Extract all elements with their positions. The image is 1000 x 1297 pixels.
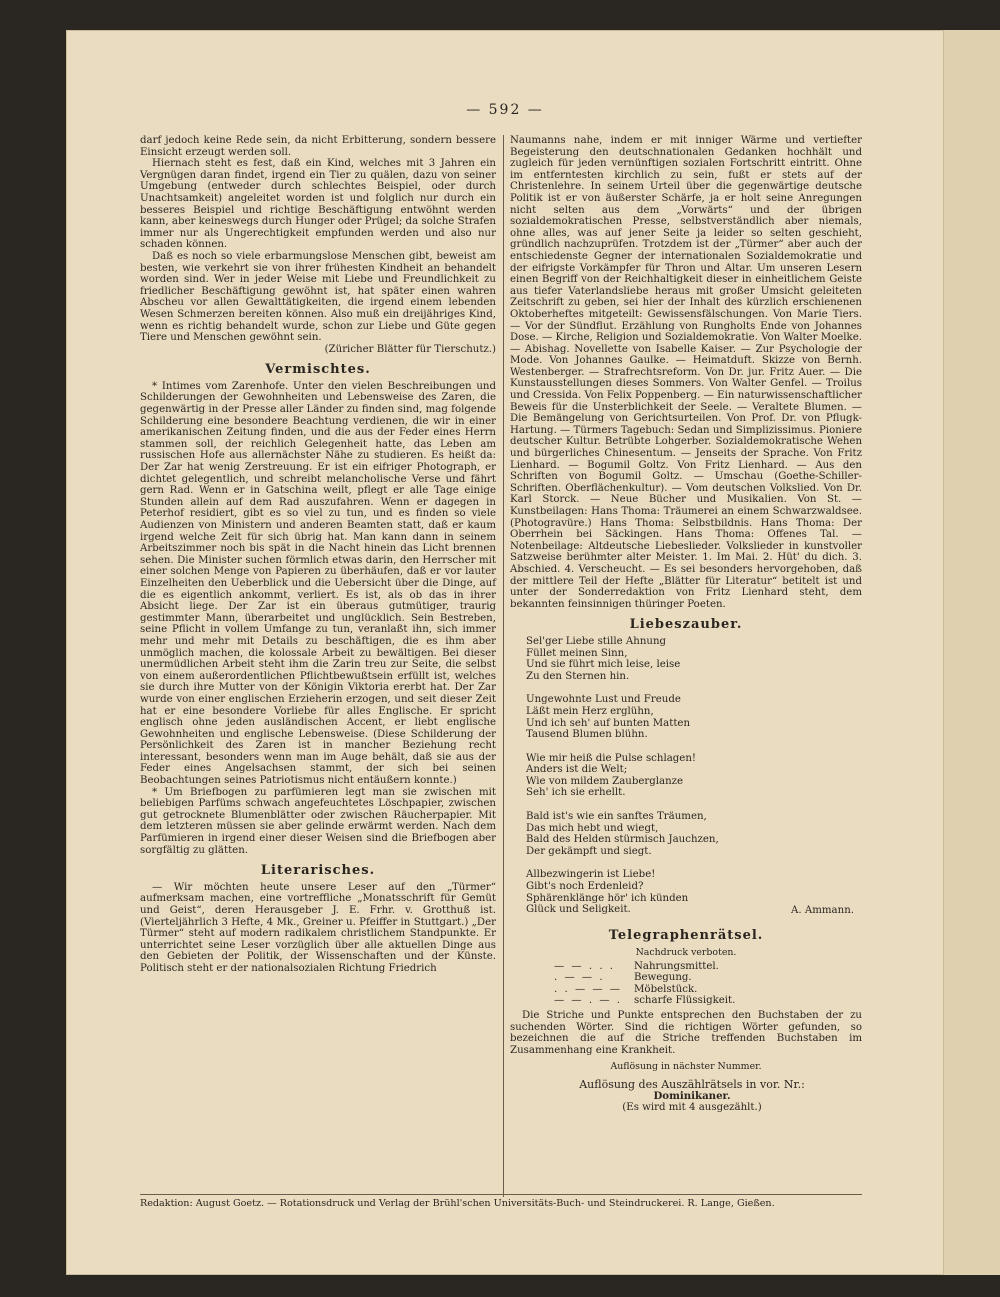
- riddle-row: [554, 972, 862, 984]
- riddle-word: Bewegung.: [634, 972, 692, 984]
- riddle-word: Möbelstück.: [634, 983, 698, 995]
- poem-line: Seh' ich sie erhellt.: [526, 787, 626, 799]
- paragraph-tuermer-continued: Naumanns nahe, indem er mit inniger Wärme und vertiefter Begeisterung den deutschnationalen Gedanken hochhält und zugleich für jeden vernünftigen sozialen Fortschritt eintritt. Ohne im entferntesten kirchlich zu sein, fußt er stets auf der Christenlehre. In seinem Urteil über die gegenwärtige deutsche Politik ist er von äußerster Schärfe, ja er holt seine Anregungen nicht selten aus dem „Vorwärts“ und der übrigen sozialdemokratischen Presse, selbstverständlich aber niemals, ohne alles, was auf jener Seite ja leider so selten geschieht, gründlich nachzuprüfen. Trotzdem ist der „Türmer“ aber auch der entschiedenste Gegner der internationalen Sozialdemokratie und der eifrigste Vorkämpfer für Thron und Altar. Um unseren Lesern einen Begriff von der Reichhaltigkeit dieser in einheitlichem Geiste aus tiefer Vaterlandsliebe heraus mit großer Umsicht geleiteten Zeitschrift zu geben, sei hier der Inhalt des kürzlich erschienenen Oktoberheftes mitgeteilt: Gewissensfälschungen. Von Marie Tiers. — Vor der Sündflut. Erzählung von Rungholts Ende von Johannes Dose. — Kirche, Religion und Sozialdemokratie. Von Walter Moelke. — Abishag. Novellette von Isabelle Kaiser. — Zur Psychologie der Mode. Von Johannes Gaulke. — Heimatduft. Skizze von Bernh. Westenberger. — Strafrechtsreform. Von Dr. jur. Fritz Auer. — Die Kunstausstellungen dieses Sommers. Von Walter Genfel. — Troilus und Cressida. Von Felix Poppenberg. — Ein naturwissenschaftlicher Beweis für die Unsterblichkeit der Seele. — Veraltete Blumen. — Die Bemängelung von Gerichtsurteilen. Von Prof. Dr. von Pflugk-Hartung. — Türmers Tagebuch: Sedan und Simplizissimus. Pioniere deutscher Kultur. Betrübte Lohgerber. Sozialdemokratische Wehen und bürgerliches Chinesentum. — Jenseits der Sprache. Von Fritz Lienhard. — Bogumil Goltz. Von Fritz Lienhard. — Aus den Schriften von Bogumil Goltz. — Umschau (Goethe-Schiller-Schriften. Oberflächenkultur). — Vom deutschen Volkslied. Von Dr. Karl Storck. — Neue Bücher und Musikalien. Von St. — Kunstbeilagen: Hans Thoma: Träumerei an einem Schwarzwaldsee. (Photogravüre.) Hans Thoma: Selbstbildnis. Hans Thoma: Der Oberrhein bei Säckingen. Hans Thoma: Offenes Tal. — Notenbeilage: Altdeutsche Liebeslieder. Volkslieder in kunstvoller Satzweise berühmter alter Meister. 1. Im Mai. 2. Hüt' du dich. 3. Abschied. 4. Verscheucht. — Es sei besonders hervorgehoben, daß der mittlere Teil der Hefte „Blätter für Literatur“ betitelt ist und unter der Sonderredaktion von Fritz Lienhard steht, dem bekannten feinsinnigen thüringer Poeten.: [510, 135, 862, 610]
- poem-line: Allbezwingerin ist Liebe!: [526, 869, 656, 881]
- source-note: (Züricher Blätter für Tierschutz.): [324, 343, 496, 355]
- poem-stanza: [526, 694, 862, 740]
- riddle-word: scharfe Flüssigkeit.: [634, 995, 736, 1007]
- poem-line: Bald ist's wie ein sanftes Träumen,: [526, 811, 707, 823]
- paragraph-zarenhof: * Intimes vom Zarenhofe. Unter den vielen Beschreibungen und Schilderungen der Gewohnheiten und Lebensweise des Zaren, die gegenwärtig in der Presse aller Länder zu finden sind, mag folgende Schilderung eine besondere Beachtung verdienen, die wir in einer amerikanischen Zeitung finden, und die aus der Feder eines Herrn stammen soll, der reichlich Gelegenheit hatte, das Leben am russischen Hofe aus allernächster Nähe zu studieren. Es heißt da: Der Zar hat wenig Zerstreuung. Er ist ein eifriger Photograph, er dichtet gelegentlich, und schreibt melancholische Verse und fährt gern Rad. Wenn er in Gatschina weilt, pflegt er alle Tage einige Stunden allein auf dem Rad auszufahren. Wenn er dagegen in Peterhof residiert, gibt es so viel zu tun, und es finden so viele Audienzen von Ministern und anderen Beamten statt, daß er kaum irgend welche Zeit für sich übrig hat. Man kann dann in seinem Arbeitszimmer noch bis spät in die Nacht hinein das Licht brennen sehen. Die Minister suchen förmlich etwas darin, den Herrscher mit einer solchen Menge von Papieren zu überhäufen, daß er vor lauter Einzelheiten den Ueberblick und die Uebersicht über die Dinge, auf die es eigentlich ankommt, verliert. Es ist, als ob das in ihrer Absicht liege. Der Zar ist ein überaus gutmütiger, traurig gestimmter Mann, überarbeitet und unglücklich. Sein Bestreben, seine Pflicht in vollem Umfange zu tun, veranlaßt ihn, sich immer mehr und mehr mit Details zu beschäftigen, die es ihm aber unmöglich machen, die kolossale Arbeit zu bewältigen. Bei dieser unermüdlichen Arbeit steht ihm die Zarin treu zur Seite, die selbst von einem außerordentlichen Pflichtbewußtsein erfüllt ist, welches sie durch ihre Mutter von der Königin Viktoria ererbt hat. Der Zar wurde von einer englischen Erzieherin erzogen, und seit dieser Zeit hat er eine besondere Vorliebe für alles Englische. Er spricht englisch ohne jeden ausländischen Accent, er liebt englische Gewohnheiten und englische Lebensweise. (Diese Schilderung der Persönlichkeit des Zaren ist in mancher Beziehung recht interessant, besonders wenn man im Auge behält, daß sie aus der Feder eines Angelsachsen stammt, der sich bei seinen Beobachtungen seines Patriotismus nicht entäußern konnte.): [140, 380, 496, 787]
- poem-line: Gibt's noch Erdenleid?: [526, 881, 644, 893]
- heading-liebeszauber: Liebeszauber.: [629, 617, 743, 633]
- poem-line: Glück und Seligkeit.: [526, 904, 631, 916]
- poem-line: Das mich hebt und wiegt,: [526, 822, 659, 834]
- heading-telegraphenraetsel: Telegraphenrätsel.: [608, 928, 764, 944]
- solution-next-issue: Auflösung in nächster Nummer.: [610, 1061, 762, 1073]
- poem-line: Der gekämpft und siegt.: [526, 845, 652, 857]
- poem-line: Sel'ger Liebe stille Ahnung: [526, 635, 667, 647]
- riddle-word: Nahrungsmittel.: [634, 960, 719, 972]
- paragraph-tuermer: — Wir möchten heute unsere Leser auf den „Türmer“ aufmerksam machen, eine vortreffliche „Monatsschrift für Gemüt und Geist“, deren Herausgeber J. E. Frhr. v. Grotthuß ist. (Vierteljährlich 3 Hefte, 4 Mk., Greiner u. Pfeiffer in Stuttgart.) „Der Türmer“ steht auf modern radikalem christlichem Standpunkte. Er unterrichtet seine Leser vorzüglich über alle aktuellen Dinge aus den Gebieten der Politik, der Wissenschaften und der Künste. Politisch steht er der nationalsozialen Richtung Friedrich: [140, 881, 496, 974]
- previous-solution-note: (Es wird mit 4 ausgezählt.): [622, 1102, 762, 1114]
- poem-line: Und sie führt mich leise, leise: [526, 659, 681, 671]
- reprint-notice: Nachdruck verboten.: [635, 947, 737, 958]
- heading-literarisches: Literarisches.: [260, 863, 376, 879]
- poem-stanza: [526, 753, 862, 799]
- poem-line: Und ich seh' auf bunten Matten: [526, 717, 691, 729]
- riddle-row: [554, 961, 862, 973]
- left-column: [140, 135, 496, 975]
- adjacent-page-edge: [944, 30, 1000, 1275]
- poem-line: Wie von mildem Zauberglanze: [526, 775, 684, 787]
- poem: [526, 636, 862, 916]
- newspaper-page: [66, 30, 944, 1275]
- poem-stanza: [526, 636, 862, 682]
- column-divider: [503, 135, 504, 1197]
- right-column: [510, 135, 862, 1114]
- poem-stanza: [526, 811, 862, 857]
- paragraph: darf jedoch keine Rede sein, da nicht Erbitterung, sondern bessere Einsicht erzeugt werden soll.: [140, 135, 496, 158]
- poem-author: A. Ammann.: [791, 904, 854, 916]
- paragraph-briefbogen: * Um Briefbogen zu parfümieren legt man sie zwischen mit beliebigen Parfüms schwach angefeuchtetes Löschpapier, zwischen gut getrocknete Blumenblätter oder zwischen Räucherpapier. Mit dem letzteren müssen sie aber gelinde erwärmt werden. Nach dem Parfümieren in irgend einer dieser Weisen sind die Briefbogen aber sorgfältig zu glätten.: [140, 786, 496, 856]
- riddle-symbols: . . — — —: [554, 983, 622, 995]
- imprint-footer: Redaktion: August Goetz. — Rotationsdruck und Verlag der Brühl'schen Universitäts-Buch- und Steindruckerei. R. Lange, Gießen.: [140, 1198, 775, 1209]
- page-number: — 592 —: [466, 102, 544, 118]
- poem-line: Sphärenklänge hör' ich künden: [526, 892, 689, 904]
- poem-line: Tausend Blumen blühn.: [526, 729, 648, 741]
- riddle-instructions: Die Striche und Punkte entsprechen den Buchstaben der zu suchenden Wörter. Sind die richtigen Wörter gefunden, so bezeichnen die auf die Striche treffenden Buchstaben im Zusammenhang eine Krankheit.: [510, 1009, 862, 1056]
- riddle-row: [554, 984, 862, 996]
- poem-line: Füllet meinen Sinn,: [526, 647, 628, 659]
- riddle-row: [554, 995, 862, 1007]
- paragraph: Daß es noch so viele erbarmungslose Menschen gibt, beweist am besten, wie verkehrt sie von ihrer frühesten Kindheit an behandelt worden sind. Wer in jeder Weise mit Liebe und Freundlichkeit zu friedlicher Beschäftigung gewöhnt ist, hat später einen wahren Abscheu vor allen Gewalttätigkeiten, die irgend einem lebenden Wesen Schmerzen bereiten können. Also muß ein dreijähriges Kind, wenn es richtig behandelt wurde, schon zur Liebe und Güte gegen Tiere und Menschen gewöhnt sein.: [140, 250, 496, 344]
- previous-solution-answer: Dominikaner.: [653, 1089, 731, 1102]
- poem-line: Bald des Helden stürmisch Jauchzen,: [526, 834, 719, 846]
- poem-line: Läßt mein Herz erglühn,: [526, 705, 654, 717]
- poem-line: Ungewohnte Lust und Freude: [526, 694, 681, 706]
- riddle-symbols: — — . . .: [554, 960, 616, 972]
- poem-line: Anders ist die Welt;: [526, 764, 628, 776]
- riddle-symbols: — — . — .: [554, 995, 622, 1007]
- poem-line: Wie mir heiß die Pulse schlagen!: [526, 752, 696, 764]
- riddle-symbols: . — — .: [554, 972, 605, 984]
- poem-line: Zu den Sternen hin.: [526, 670, 630, 682]
- footer-rule: [140, 1194, 862, 1195]
- paragraph: Hiernach steht es fest, daß ein Kind, welches mit 3 Jahren ein Vergnügen daran findet, irgend ein Tier zu quälen, dazu von seiner Umgebung (entweder durch schlechtes Beispiel, oder durch Unachtsamkeit) angeleitet worden ist und folglich nur durch ein besseres Beispiel und richtige Beschäftigung entwöhnt werden kann, aber keineswegs durch Hunger oder Prügel; da solche Strafen immer nur als Ungerechtigkeit empfunden werden und also nur schaden können.: [140, 158, 496, 251]
- previous-solution-label: Auflösung des Auszählrätsels in vor. Nr.:: [579, 1077, 805, 1091]
- heading-vermischtes: Vermischtes.: [265, 362, 371, 378]
